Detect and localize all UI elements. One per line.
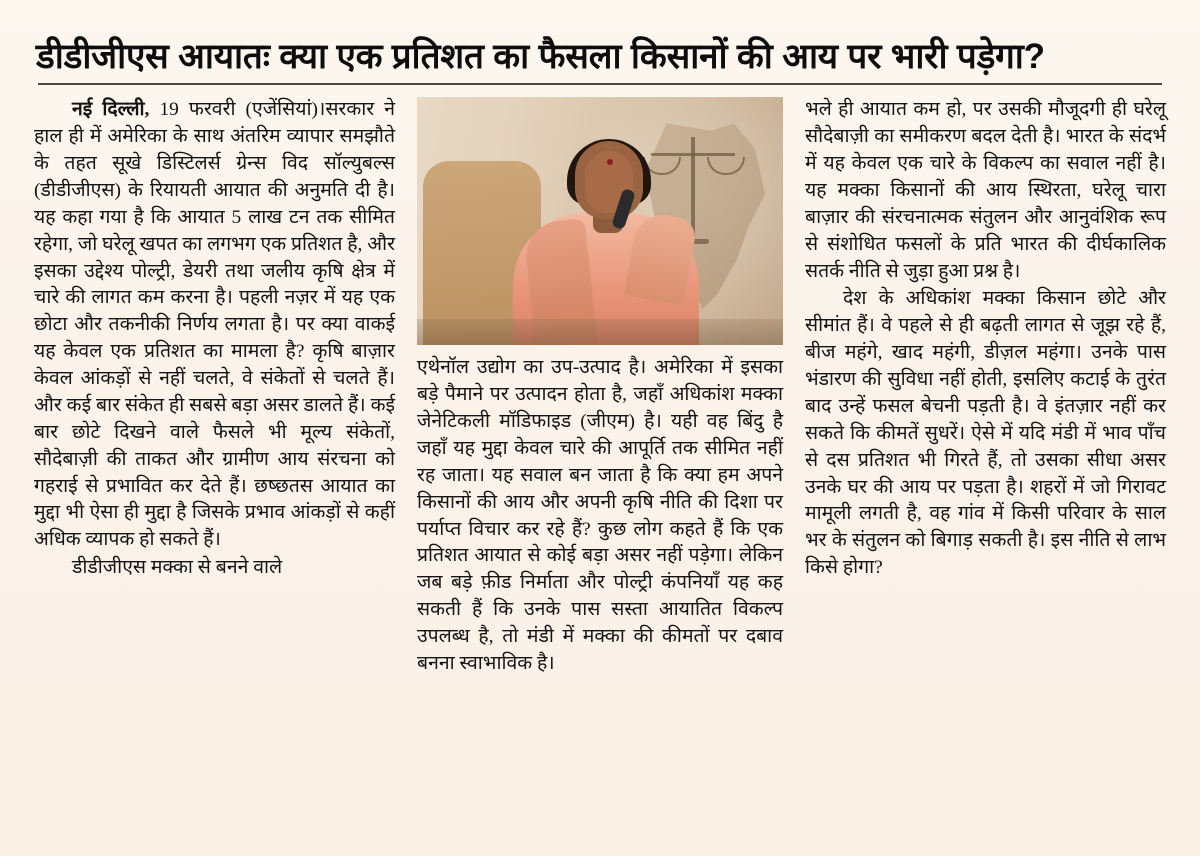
column-right	[805, 97, 1166, 823]
column3-paragraph-2: देश के अधिकांश मक्का किसान छोटे और सीमांत हैं। वे पहले से ही बढ़ती लागत से जूझ रहे हैं, बीज महंगे, खाद महंगी, डीज़ल महंगा। उनके पास भंडारण की सुविधा नहीं होती, इसलिए कटाई के तुरंत बाद उन्हें फसल बेचनी पड़ती है। वे इंतज़ार नहीं कर सकते कि कीमतें सुधरें। ऐसे में यदि मंडी में भाव पाँच से दस प्रतिशत भी गिरते हैं, तो उसका सीधा असर उनके घर की आय पर पड़ता है। शहरों में जो गिरावट मामूली लगती है, वह गांव में किसी परिवार के साल भर के संतुलन को बिगाड़ सकती है। इस नीति से लाभ किसे होगा?	[805, 288, 1166, 579]
article-columns	[34, 97, 1166, 823]
column-left	[34, 97, 395, 823]
page-title: डीडीजीएस आयातः क्या एक प्रतिशत का फैसला किसानों की आय पर भारी पड़ेगा?	[36, 37, 1045, 76]
column1-paragraph-2: डीडीजीएस मक्का से बनने वाले	[72, 557, 283, 579]
lead-paragraph	[34, 97, 395, 554]
dateline-rest: 19 फरवरी (एजेंसियां)।	[149, 99, 326, 121]
column2-paragraph-1: एथेनॉल उद्योग का उप-उत्पाद है। अमेरिका में इसका बड़े पैमाने पर उत्पादन होता है, जहाँ अधिकांश मक्का जेनेटिकली मॉडिफाइड (जीएम) है। यही वह बिंदु है जहाँ यह मुद्दा केवल चारे की आपूर्ति तक सीमित नहीं रह जाता। यह सवाल बन जाता है कि क्या हम अपने किसानों की आय और अपनी कृषि नीति की दिशा पर पर्याप्त विचार कर रहे हैं? कुछ लोग कहते हैं कि एक प्रतिशत आयात से कोई बड़ा असर नहीं पड़ेगा। लेकिन जब बड़े फ़ीड निर्माता और पोल्ट्री कंपनियाँ यह कह सकती हैं कि उनके पास सस्ता आयातित विकल्प उपलब्ध है, तो मंडी में मक्का की कीमतों पर दबाव बनना स्वाभाविक है।	[417, 357, 783, 674]
column1-paragraph-1: सरकार ने हाल ही में अमेरिका के साथ अंतरिम व्यापार समझौते के तहत सूखे डिस्टिलर्स ग्रेन्स विद सॉल्युबल्स (डीडीजीएस) के रियायती आयात की अनुमति दी है। यह कहा गया है कि आयात 5 लाख टन तक सीमित रहेगा, जो घरेलू खपत का लगभग एक प्रतिशत है, और इसका उद्देश्य पोल्ट्री, डेयरी तथा जलीय कृषि क्षेत्र में चारे की लागत कम करना है। पहली नज़र में यह एक छोटा और तकनीकी निर्णय लगता है। पर क्या वाकई यह केवल एक प्रतिशत का मामला है? कृषि बाज़ार केवल आंकड़ों से नहीं चलते, वे संकेतों से चलते हैं। और कई बार संकेत ही सबसे बड़ा असर डालते हैं। कई बार छोटे दिखने वाले फैसले भी मूल्य संकेतों, सौदेबाज़ी की ताकत और ग्रामीण आय संरचना को गहराई से प्रभावित कर देते हैं। छष्छतस आयात का मुद्दा भी ऐसा ही मुद्दा है जिसके प्रभाव आंकड़ों से कहीं अधिक व्यापक हो सकते हैं।	[34, 99, 395, 551]
person-speaker	[513, 137, 699, 345]
article-photo	[417, 97, 783, 345]
headline-divider	[38, 83, 1162, 85]
column3-paragraph-1: भले ही आयात कम हो, पर उसकी मौजूदगी ही घरेलू सौदेबाज़ी का समीकरण बदल देती है। भारत के संदर्भ में यह केवल एक चारे के विकल्प का सवाल नहीं है। यह मक्का किसानों की आय स्थिरता, घरेलू चारा बाज़ार की संरचनात्मक संतुलन और आनुवंशिक रूप से संशोधित फसलों के प्रति भारत की दीर्घकालिक सतर्क नीति से जुड़ा हुआ प्रश्न है।	[805, 99, 1166, 282]
photo-foreground	[417, 319, 783, 345]
column-center	[417, 97, 783, 823]
dateline-place: नई दिल्ली,	[72, 99, 150, 121]
